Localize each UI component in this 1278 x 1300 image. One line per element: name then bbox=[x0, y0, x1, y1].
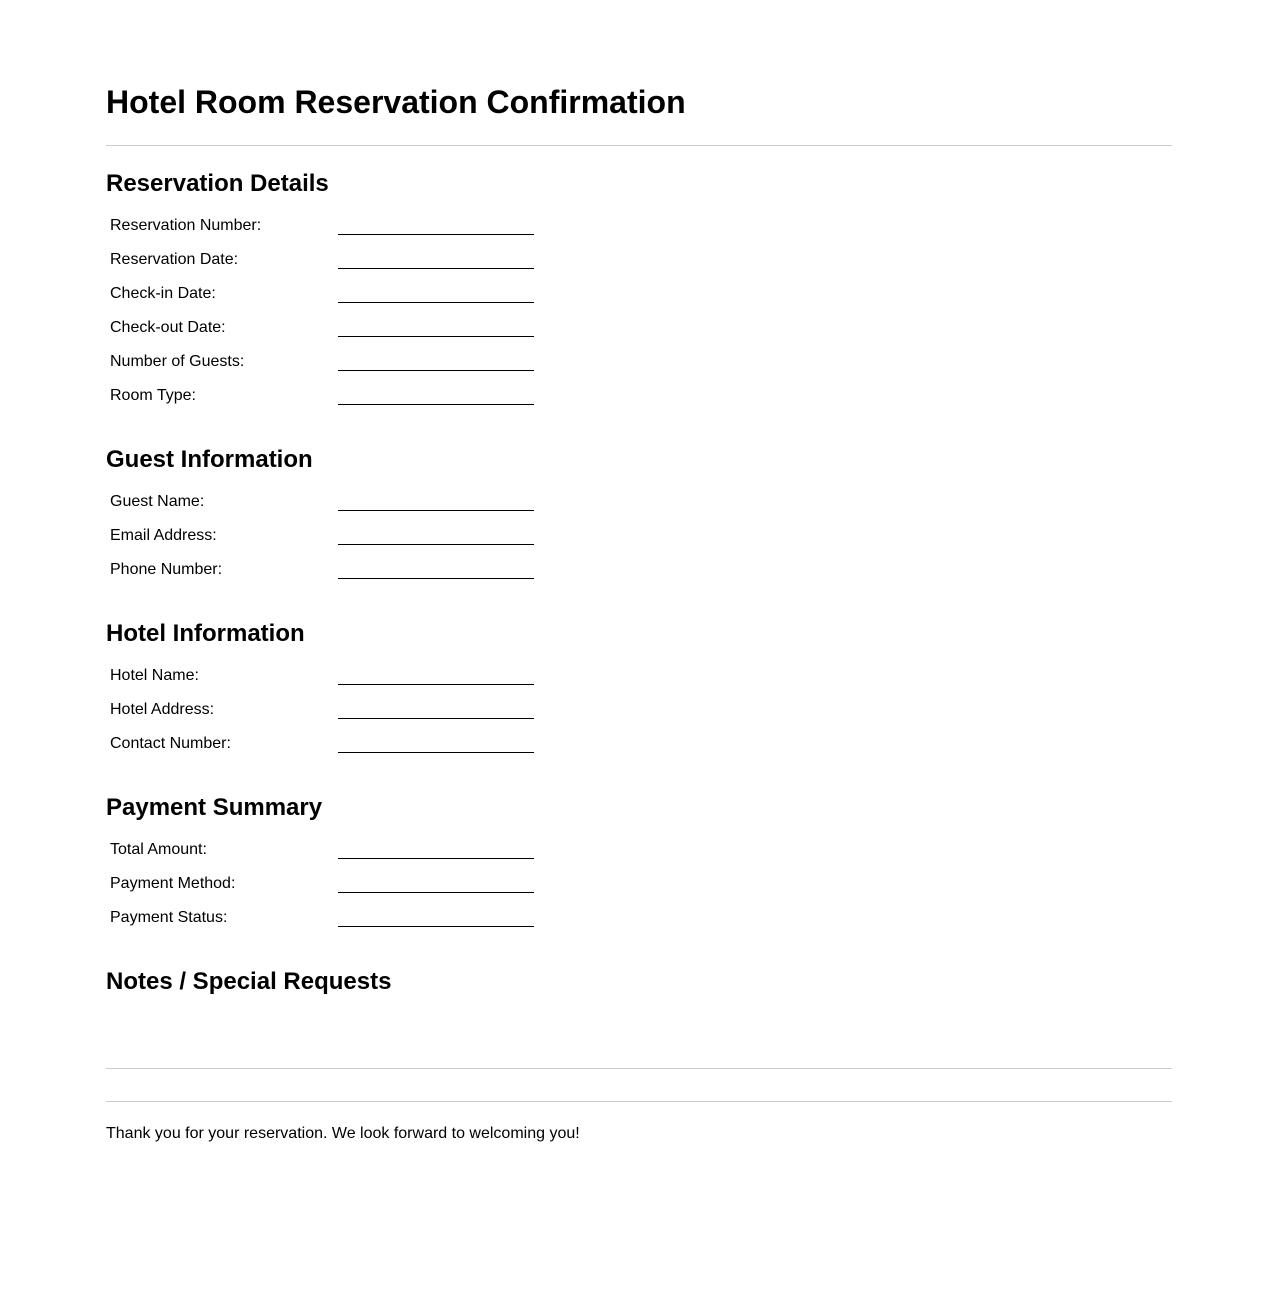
payment-method-label: Payment Method: bbox=[110, 875, 236, 892]
email-address-line bbox=[338, 544, 534, 545]
total-amount-label: Total Amount: bbox=[110, 841, 207, 858]
title-divider bbox=[106, 145, 1172, 146]
payment-status-line bbox=[338, 926, 534, 927]
phone-number-line bbox=[338, 578, 534, 579]
notes-divider bbox=[106, 1068, 1172, 1069]
reservation-date-label: Reservation Date: bbox=[110, 251, 239, 268]
hotel-name-line bbox=[338, 684, 534, 685]
guest-name-line bbox=[338, 510, 534, 511]
hotel-address-label: Hotel Address: bbox=[110, 701, 215, 718]
footer-message: Thank you for your reservation. We look forward to welcoming you! bbox=[106, 1125, 580, 1142]
reservation-date-line bbox=[338, 268, 534, 269]
reservation-number-label: Reservation Number: bbox=[110, 217, 262, 234]
section-title-payment-summary: Payment Summary bbox=[106, 794, 323, 821]
document-title: Hotel Room Reservation Confirmation bbox=[106, 84, 686, 120]
section-title-reservation-details: Reservation Details bbox=[106, 170, 329, 197]
number-of-guests-label: Number of Guests: bbox=[110, 353, 245, 370]
hotel-address-line bbox=[338, 718, 534, 719]
section-title-notes: Notes / Special Requests bbox=[106, 968, 392, 995]
reservation-number-line bbox=[338, 234, 534, 235]
contact-number-label: Contact Number: bbox=[110, 735, 231, 752]
footer-divider bbox=[106, 1101, 1172, 1102]
guest-name-label: Guest Name: bbox=[110, 493, 205, 510]
room-type-line bbox=[338, 404, 534, 405]
check-out-date-line bbox=[338, 336, 534, 337]
section-title-guest-information: Guest Information bbox=[106, 446, 313, 473]
payment-method-line bbox=[338, 892, 534, 893]
check-in-date-label: Check-in Date: bbox=[110, 285, 216, 302]
number-of-guests-line bbox=[338, 370, 534, 371]
check-in-date-line bbox=[338, 302, 534, 303]
payment-status-label: Payment Status: bbox=[110, 909, 228, 926]
contact-number-line bbox=[338, 752, 534, 753]
check-out-date-label: Check-out Date: bbox=[110, 319, 226, 336]
section-title-hotel-information: Hotel Information bbox=[106, 620, 305, 647]
room-type-label: Room Type: bbox=[110, 387, 196, 404]
total-amount-line bbox=[338, 858, 534, 859]
phone-number-label: Phone Number: bbox=[110, 561, 223, 578]
email-address-label: Email Address: bbox=[110, 527, 217, 544]
hotel-name-label: Hotel Name: bbox=[110, 667, 199, 684]
